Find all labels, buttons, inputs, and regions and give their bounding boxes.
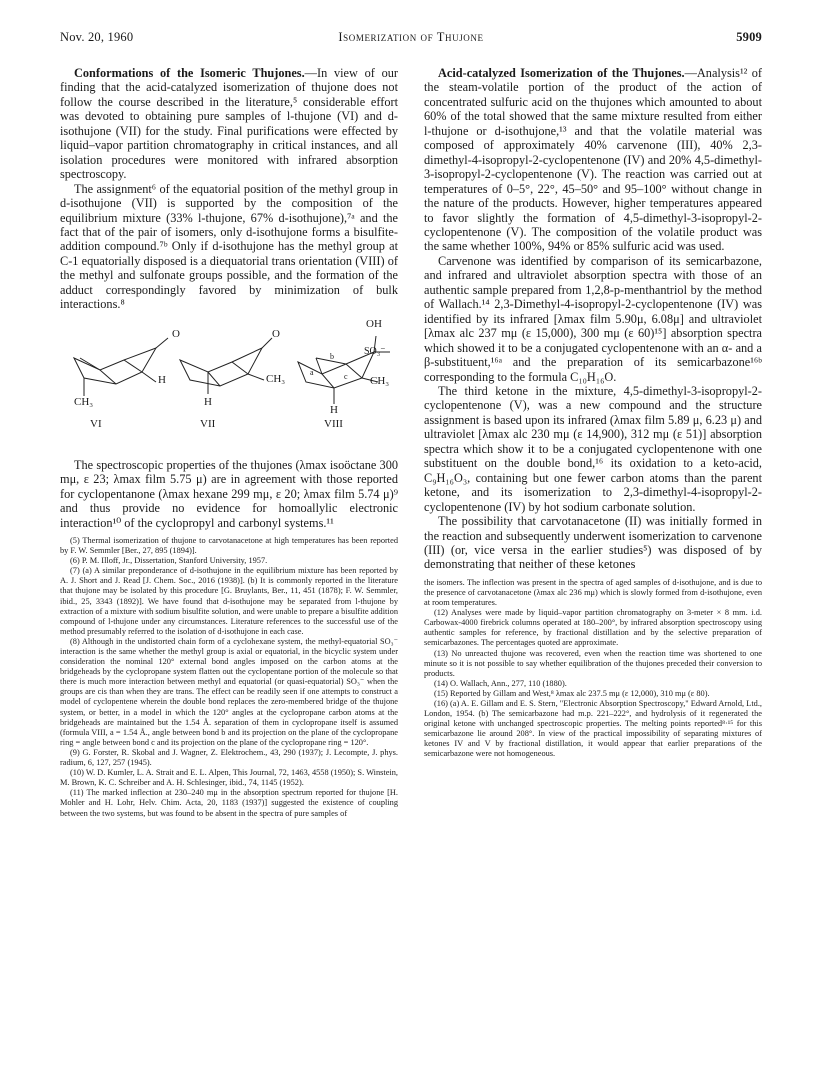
left-column (60, 66, 398, 819)
label-h-vii: H (204, 395, 212, 408)
label-bond-c: c (344, 371, 348, 381)
label-methyl-vii: CH₃ (266, 372, 286, 385)
label-compound-vi: VI (90, 417, 102, 430)
footnote-5: (5) Thermal isomerization of thujone to carvotanacetone at high temperatures has been reported by F. W. Semmler [Ber., 27, 895 (1894)]. (60, 535, 398, 556)
structure-drawings (60, 318, 398, 450)
footnote-7: (7) (a) A similar preponderance of d-isothujone in the equilibrium mixture has been reported by A. J. Short and J. Read [J. Chem. Soc., 2016 (1938)]. (b) It is commonly reported in the literature that thujone may be isolated by this procedure [G. Bruylants, Ber., 11, 451 (1878); F. W. Semmler, ibid., 25, 3343 (1892)]. We have found that d-isothujone may be separated from l-thujone by extraction of a mixture with sodium bisulfite solution, and were unable to prepare a bisulfite addition compound of l-thujone under any circumstances. Literature references to the successful use of the method presumably referred to the isolation of d-isothujone in each case. (60, 566, 398, 636)
label-carbonyl-vii: O (272, 327, 280, 340)
paragraph-spectroscopy: The spectroscopic properties of the thujones (λmax isoöctane 300 mμ, ε 23; λmax film 5.75 μ) are in agreement with those reported for cyclopentanone (λmax hexane 299 mμ, ε 20; λmax film 5.74 μ)⁹ and thus provide no evidence for homoallylic electronic interaction¹⁰ of the cyclopropyl and carbonyl systems.¹¹ (60, 457, 398, 530)
label-bond-a: a (310, 367, 314, 377)
page-number: 5909 (736, 30, 762, 44)
label-compound-viii: VIII (324, 417, 343, 430)
footnote-13: (13) No unreacted thujone was recovered, even when the reaction time was shortened to one minute so it is not possible to say whether equilibration of the thujones preceded their conversion to products. (424, 648, 762, 678)
footnote-14: (14) O. Wallach, Ann., 277, 110 (1880). (434, 678, 567, 688)
footnote-15: (15) Reported by Gillam and West,⁸ λmax alc 237.5 mμ (ε 12,000), 310 mμ (ε 80). (434, 688, 710, 698)
page-header (60, 30, 762, 46)
label-hydroxyl-viii: OH (366, 317, 382, 330)
paragraph-acid-isomerization (424, 66, 762, 254)
paragraph-conformations (60, 66, 398, 182)
right-column (424, 66, 762, 760)
footnote-12: (12) Analyses were made by liquid–vapor partition chromatography on 3-meter × 8 mm. i.d. Carbowax-4000 firebrick columns operated at 180–200°, by infrared absorption spectroscopy using authentic samples for reference, by fractional distillation and by the selective preparation of semicarbazones. The percentages quoted are approximate. (424, 608, 762, 648)
left-footnotes (60, 536, 398, 819)
issue-date: Nov. 20, 1960 (60, 30, 134, 44)
label-compound-vii: VII (200, 417, 216, 430)
section-heading-acid-isomerization: Acid-catalyzed Isomerization of the Thujones. (438, 66, 685, 80)
paragraph-carvotanacetone: The possibility that carvotanacetone (II) was initially formed in the reaction and subsequently underwent isomerization to carvenone (III) (or, vice versa in the earlier studies⁵) was disposed of by demonstrating that neither of these ketones (424, 514, 762, 572)
footnote-11: (11) The marked inflection at 230–240 mμ in the absorption spectrum reported for thujone [H. Mohler and H. Lohr, Helv. Chim. Acta, 20, 1183 (1937)] suggested the existence of coupling between the two systems, but was found to be absent in the spectra of pure samples of (60, 788, 398, 818)
thujone-structures-figure (60, 318, 398, 450)
running-title: Isomerization of Thujone (338, 30, 484, 44)
paragraph-third-ketone: The third ketone in the mixture, 4,5-dimethyl-3-isopropyl-2-cyclopentenone (V), was a new compound and the structure assignment is based upon its infrared (λmax film 5.89 μ, 6.23 μ) and ultraviolet [λmax alc 230 mμ (ε 14,900), 312 mμ (ε 51)] absorption spectra which show it to be a conjugated cyclopentenone with one substituent on the double bond,¹⁶ its oxidation to a keto-acid, C₉H₁₆O₃, containing but one fewer carbon atoms than the parent ketone, and its isomerization to 2,3-dimethyl-4-isopropyl-2-cyclopentenone (IV) by hot sodium carbonate solution. (424, 383, 762, 514)
footnote-16: (16) (a) A. E. Gillam and E. S. Stern, "Electronic Absorption Spectroscopy," Edward Arnold, Ltd., London, 1954. (b) The semicarbazone had m.p. 221–222°, and hydrolysis of it regenerated the original ketone with unchanged spectroscopic properties. The melting points reported⁸·¹⁵ for this semicarbazone lie around 208°. In view of the practical impossibility of separating mixtures of ketones IV and V by fractional distillation, it would appear that earlier preparations of the semicarbazone were not homogeneous. (424, 698, 762, 759)
footnote-8: (8) Although in the undistorted chain form of a cyclohexane system, the methyl-equatorial SO₃⁻ interaction is the same whether the methyl group is axial or equatorial, in the bicyclic system under consideration the nominal 120° external bond angles imposed on the carbon atoms at the bridgeheads by the cyclopropane system flatten out the cyclopentane portion of the molecule so that there is much more interaction between methyl and equatorial (or quasi-equatorial) SO₃⁻ when the groups are cis than when they are trans. The effect can be readily seen if one attempts to construct a model of cyclopentene wherein the double bond replaces the zero-membered bridge of the thujone system, or better, in a model in which the 120° angles at the cyclopropane carbon atoms at the bridgeheads are maintained but the 1.54 Å. separation of them in cyclopropane itself is assumed (formula VIII, a = 1.54 Å., angle between bond b and its projection on the plane of the cyclopropane ring = angle between bond c and its projection on the plane of the cyclopropane ring = 120°. (60, 636, 398, 747)
section-heading-conformations: Conformations of the Isomeric Thujones. (74, 66, 305, 80)
footnote-9: (9) G. Forster, R. Skobal and J. Wagner, Z. Elektrochem., 43, 290 (1937); J. Lecompte, J. phys. radium, 6, 127, 257 (1945). (60, 747, 398, 768)
label-methyl-vi: CH₃ (74, 395, 94, 408)
paragraph-text: —Analysis¹² of the steam-volatile portion of the product of the action of concentrated sulfuric acid on the thujones which amounted to about 60% of the total showed that the same mixture resulted from either l-thujone or d-isothujone,¹³ and that the volatile material was composed of approximately 40% carvenone (III), 40% 2,3-dimethyl-4-isopropyl-2-cyclopentenone (IV) and 20% 4,5-dimethyl-3-isopropyl-2-cyclopentenone (V). The reaction was carried out at temperatures of 0–5°, 22°, 45–50° and 95–100° without change in the nature of the products. However, higher temperatures appeared to favor slightly the formation of 4,5-dimethyl-3-isopropyl-2-cyclopentenone (V). The composition of the volatile product was the same whether 100%, 94% or 85% sulfuric acid was used. (424, 66, 762, 254)
label-h-vi: H (158, 373, 166, 386)
label-h-viii: H (330, 403, 338, 416)
label-carbonyl-vi: O (172, 327, 180, 340)
paragraph-text: —In view of our finding that the acid-catalyzed isomerization of thujone does not follow the course described in the literature,⁵ considerable effort was devoted to obtaining pure samples of l-thujone (VI) and d-isothujone (VII) for the study. Final purifications were effected by liquid–vapor partition chromatography in critical instances, and all isolation procedures were monitored with infrared absorption spectroscopy. (60, 66, 398, 182)
paragraph-assignment: The assignment⁶ of the equatorial position of the methyl group in d-isothujone (VII) is supported by the composition of the equilibrium mixture (33% l-thujone, 67% d-isothujone),⁷ᵃ and the fact that of the pair of isomers, only d-isothujone forms a bisulfite-addition compound.⁷ᵇ Only if d-isothujone has the methyl group at C-1 equatorially disposed is a diequatorial trans orientation (VIII) of the methyl and sulfonate groups possible, and the formation of the adduct correspondingly favored by minimization of bulk interactions.⁸ (60, 181, 398, 312)
footnote-11-continued: the isomers. The inflection was present in the spectra of aged samples of d-isothujone, and is due to the presence of carvotanacetone (λmax alc 236 mμ) which is slowly formed from d-isothujone, even at room temperatures. (424, 577, 762, 608)
right-footnotes (424, 578, 762, 760)
footnote-6: (6) P. M. Illoff, Jr., Dissertation, Stanford University, 1957. (70, 556, 268, 566)
paragraph-carvenone: Carvenone was identified by comparison of its semicarbazone, and infrared and ultraviolet absorption spectra with those of an authentic sample prepared from 1,2,8-p-menthantriol by the method of Wallach.¹⁴ 2,3-Dimethyl-4-isopropyl-2-cyclopentenone (IV) was identified by its infrared [λmax film 5.90μ, 6.08μ] and ultraviolet [λmax alc 237 mμ (ε 15,000), 300 mμ (ε 60)¹⁵] absorption spectra which showed it to be a conjugated cyclopentenone with an α- and a β-substituent,¹⁶ᵃ and the preparation of its semicarbazone¹⁶ᵇ corresponding to the formula C₁₀H₁₆O. (424, 253, 762, 384)
label-bond-b: b (330, 351, 334, 361)
label-methyl-viii: CH₃ (370, 374, 390, 387)
label-sulfonate-viii: SO₃⁻ (364, 345, 386, 357)
footnote-10: (10) W. D. Kumler, L. A. Strait and E. L. Alpen, This Journal, 72, 1463, 4558 (1950); S. Winstein, M. Brown, K. C. Schreiber and A. H. Schlesinger, ibid., 74, 1145 (1952). (60, 768, 398, 788)
